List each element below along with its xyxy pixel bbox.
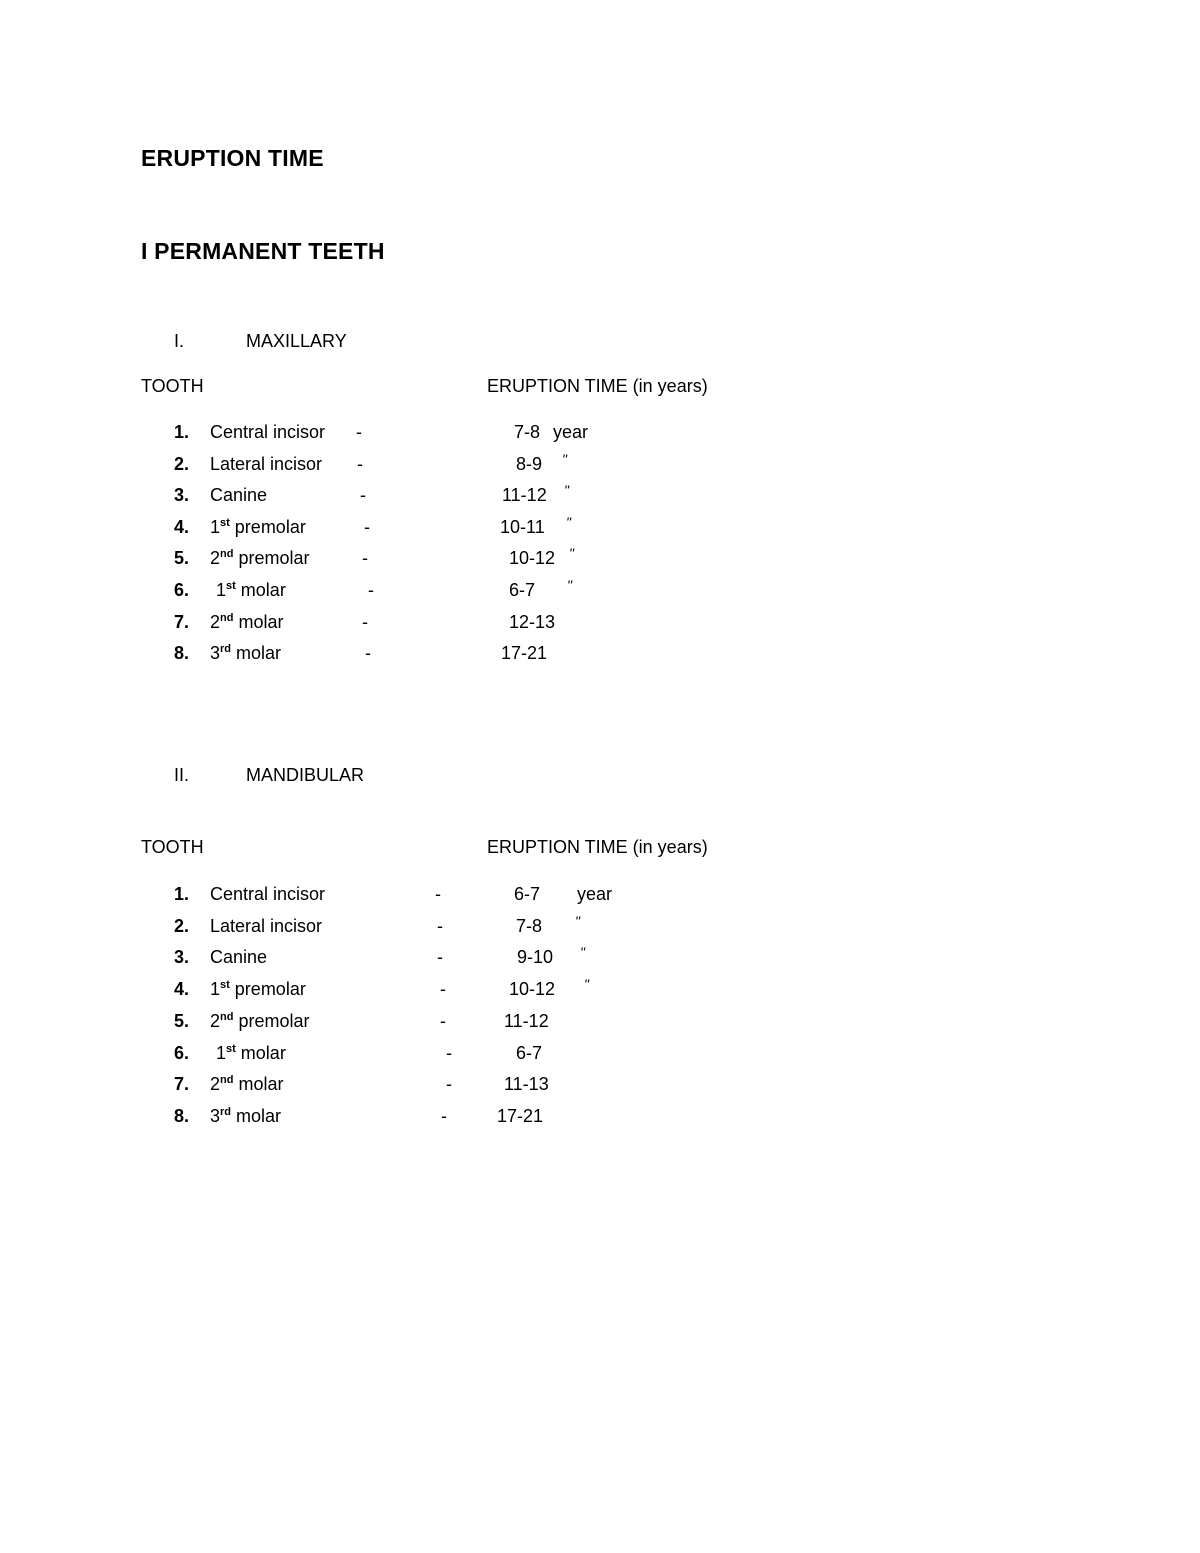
- eruption-time-value: 10-11: [500, 517, 545, 537]
- tooth-name: [210, 1011, 310, 1032]
- ordinal-suffix: nd: [220, 612, 234, 624]
- document-subtitle: I PERMANENT TEETH: [141, 238, 385, 264]
- separator-dash: -: [440, 979, 446, 999]
- ordinal-suffix: st: [220, 979, 230, 991]
- column-header-tooth: TOOTH: [141, 376, 204, 396]
- tooth-label: Lateral incisor: [210, 454, 323, 474]
- ordinal-suffix: st: [220, 517, 230, 529]
- tooth-label: Central incisor: [210, 422, 326, 442]
- list-item-number: 1.: [174, 884, 190, 904]
- tooth-name: [210, 485, 267, 506]
- separator-dash: -: [368, 580, 374, 600]
- column-header-eruption-time: ERUPTION TIME (in years): [487, 837, 708, 857]
- list-item-number: 6.: [174, 1043, 190, 1063]
- tooth-label: molar: [233, 1074, 284, 1094]
- eruption-time-value: 7-8: [516, 916, 543, 936]
- ordinal-number: 1: [216, 1043, 227, 1063]
- eruption-time-value: 17-21: [497, 1106, 544, 1126]
- document-title: ERUPTION TIME: [141, 145, 324, 171]
- eruption-time-value: 9-10: [517, 947, 554, 967]
- tooth-name: [210, 548, 310, 569]
- tooth-name: [210, 517, 306, 538]
- ordinal-suffix: nd: [220, 1011, 234, 1023]
- eruption-time-unit: ": [580, 944, 585, 960]
- eruption-time-value: 11-12: [502, 485, 547, 505]
- separator-dash: -: [435, 884, 441, 904]
- ordinal-suffix: rd: [220, 643, 232, 655]
- eruption-time-unit: ": [564, 482, 569, 498]
- list-item-number: 6.: [174, 580, 190, 600]
- eruption-time-value: 7-8: [514, 422, 541, 442]
- eruption-time-value: 11-13: [504, 1074, 549, 1094]
- separator-dash: -: [360, 485, 366, 505]
- tooth-name: [216, 580, 286, 601]
- list-item-number: 3.: [174, 485, 190, 505]
- eruption-time-unit: ": [569, 545, 574, 561]
- eruption-time-value: 17-21: [501, 643, 548, 663]
- tooth-label: Canine: [210, 485, 268, 505]
- eruption-time-value: 10-12: [509, 979, 556, 999]
- eruption-time-value: 10-12: [509, 548, 556, 568]
- tooth-name: [210, 884, 325, 905]
- ordinal-suffix: nd: [220, 1074, 234, 1086]
- separator-dash: -: [441, 1106, 447, 1126]
- tooth-label: premolar: [233, 548, 310, 568]
- list-item-number: 3.: [174, 947, 190, 967]
- separator-dash: -: [362, 612, 368, 632]
- tooth-label: molar: [235, 580, 286, 600]
- ordinal-suffix: nd: [220, 548, 234, 560]
- tooth-name: [210, 947, 267, 968]
- list-item-number: 8.: [174, 643, 190, 663]
- section-name: MANDIBULAR: [246, 765, 365, 785]
- ordinal-number: 1: [210, 979, 221, 999]
- separator-dash: -: [446, 1074, 452, 1094]
- tooth-label: premolar: [229, 517, 306, 537]
- eruption-time-unit: year: [553, 422, 589, 442]
- tooth-name: [210, 612, 283, 633]
- list-item-number: 7.: [174, 1074, 190, 1094]
- ordinal-number: 1: [210, 517, 221, 537]
- ordinal-number: 2: [210, 548, 221, 568]
- list-item-number: 5.: [174, 1011, 190, 1031]
- tooth-label: premolar: [233, 1011, 310, 1031]
- tooth-name: [210, 979, 306, 1000]
- tooth-label: Canine: [210, 947, 268, 967]
- ordinal-suffix: rd: [220, 1106, 232, 1118]
- tooth-label: molar: [233, 612, 284, 632]
- eruption-time-value: 8-9: [516, 454, 543, 474]
- tooth-label: molar: [235, 1043, 286, 1063]
- list-item-number: 8.: [174, 1106, 190, 1126]
- separator-dash: -: [357, 454, 363, 474]
- section-name: MAXILLARY: [246, 331, 347, 351]
- list-item-number: 1.: [174, 422, 190, 442]
- eruption-time-value: 11-12: [504, 1011, 549, 1031]
- separator-dash: -: [437, 916, 443, 936]
- tooth-label: molar: [231, 1106, 282, 1126]
- list-item-number: 2.: [174, 916, 190, 936]
- eruption-time-value: 6-7: [514, 884, 541, 904]
- tooth-name: [210, 916, 322, 937]
- tooth-name: [210, 454, 322, 475]
- eruption-time-value: 6-7: [516, 1043, 543, 1063]
- ordinal-suffix: st: [226, 1043, 236, 1055]
- separator-dash: -: [365, 643, 371, 663]
- ordinal-number: 2: [210, 1074, 221, 1094]
- eruption-time-unit: year: [577, 884, 613, 904]
- ordinal-number: 3: [210, 1106, 221, 1126]
- ordinal-suffix: st: [226, 580, 236, 592]
- tooth-name: [210, 1106, 281, 1127]
- tooth-label: premolar: [229, 979, 306, 999]
- eruption-time-value: 6-7: [509, 580, 536, 600]
- eruption-time-unit: ": [566, 514, 571, 530]
- tooth-name: [210, 643, 281, 664]
- separator-dash: -: [364, 517, 370, 537]
- eruption-time-value: 12-13: [509, 612, 556, 632]
- column-header-eruption-time: ERUPTION TIME (in years): [487, 376, 708, 396]
- eruption-time-unit: ": [575, 913, 580, 929]
- separator-dash: -: [446, 1043, 452, 1063]
- list-item-number: 4.: [174, 517, 190, 537]
- tooth-label: Central incisor: [210, 884, 326, 904]
- tooth-name: [210, 422, 325, 443]
- section-numeral: II.: [174, 765, 190, 785]
- list-item-number: 7.: [174, 612, 190, 632]
- list-item-number: 2.: [174, 454, 190, 474]
- ordinal-number: 1: [216, 580, 227, 600]
- ordinal-number: 2: [210, 612, 221, 632]
- tooth-name: [210, 1074, 283, 1095]
- separator-dash: -: [437, 947, 443, 967]
- ordinal-number: 3: [210, 643, 221, 663]
- eruption-time-unit: ": [562, 451, 567, 467]
- tooth-label: molar: [231, 643, 282, 663]
- tooth-name: [216, 1043, 286, 1064]
- separator-dash: -: [356, 422, 362, 442]
- ordinal-number: 2: [210, 1011, 221, 1031]
- tooth-label: Lateral incisor: [210, 916, 323, 936]
- list-item-number: 4.: [174, 979, 190, 999]
- eruption-time-unit: ": [584, 976, 589, 992]
- eruption-time-unit: ": [567, 577, 572, 593]
- list-item-number: 5.: [174, 548, 190, 568]
- separator-dash: -: [440, 1011, 446, 1031]
- separator-dash: -: [362, 548, 368, 568]
- section-numeral: I.: [174, 331, 185, 351]
- column-header-tooth: TOOTH: [141, 837, 204, 857]
